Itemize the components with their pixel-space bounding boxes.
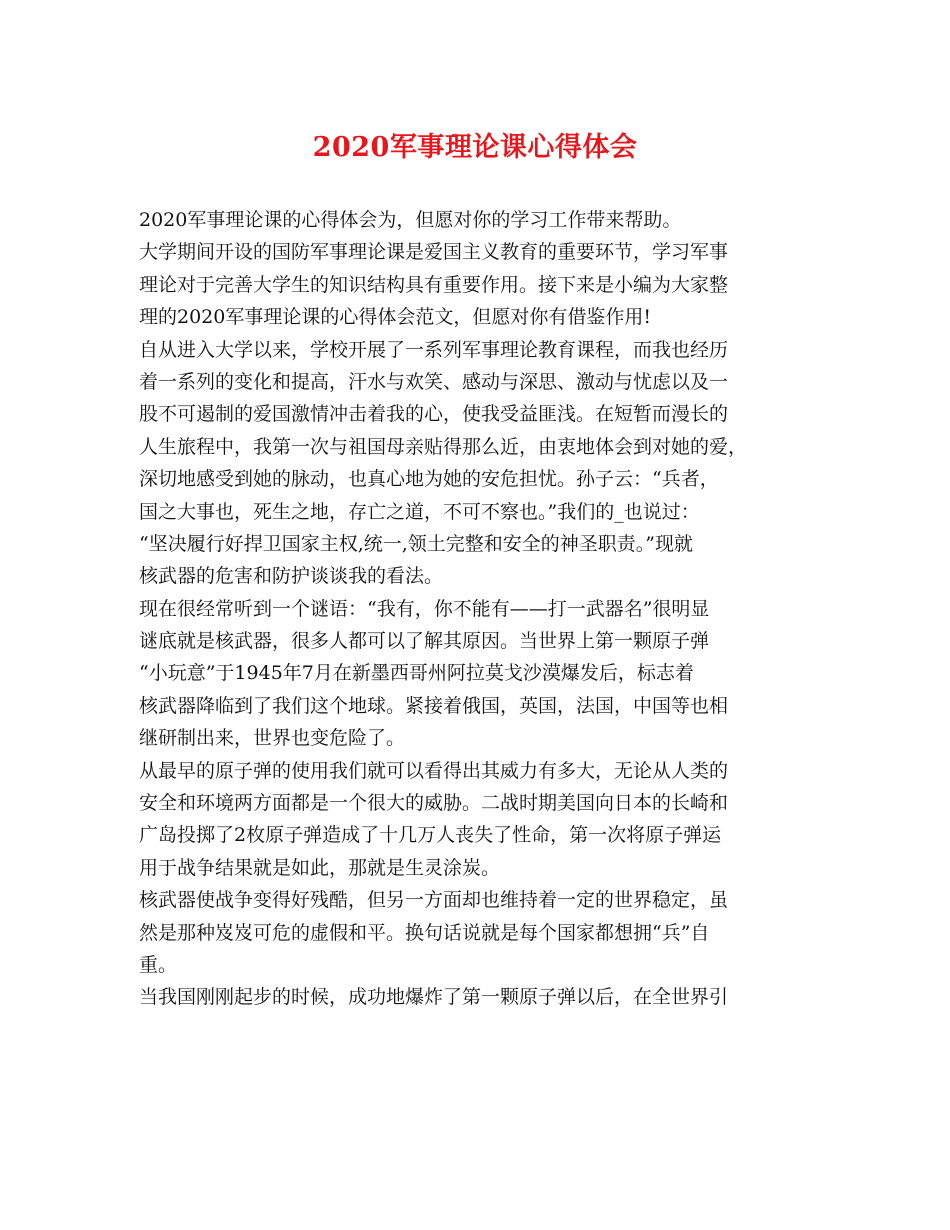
text-line: 核武器降临到了我们这个地球。紧接着俄国，英国，法国，中国等也相: [139, 694, 729, 717]
text-line: 然是那种岌岌可危的虚假和平。换句话说就是每个国家都想拥“兵”自: [139, 921, 710, 944]
text-line: 理的2020军事理论课的心得体会范文，但愿对你有借鉴作用!: [139, 306, 651, 329]
text-line: 广岛投掷了2枚原子弹造成了十几万人丧失了性命，第一次将原子弹运: [139, 824, 722, 847]
text-line: 谜底就是核武器，很多人都可以了解其原因。当世界上第一颗原子弹: [139, 630, 710, 653]
text-line: 2020军事理论课的心得体会为，但愿对你的学习工作带来帮助。: [139, 209, 682, 231]
text-line: 从最早的原子弹的使用我们就可以看得出其威力有多大，无论从人类的: [139, 759, 729, 782]
text-line: 重。: [139, 953, 178, 976]
text-line: 继研制出来，世界也变危险了。: [139, 727, 406, 750]
document-body: [139, 204, 815, 1014]
text-line: 当我国刚刚起步的时候，成功地爆炸了第一颗原子弹以后，在全世界引: [139, 986, 729, 1009]
text-line: 核武器使战争变得好残酷，但另一方面却也维持着一定的世界稳定，虽: [139, 889, 729, 912]
text-line: 股不可遏制的爱国激情冲击着我的心，使我受益匪浅。在短暂而漫长的: [139, 403, 729, 426]
text-line: “小玩意”于1945年7月在新墨西哥州阿拉莫戈沙漠爆发后，标志着: [139, 662, 694, 685]
text-line: 自从进入大学以来，学校开展了一系列军事理论教育课程，而我也经历: [139, 338, 729, 361]
text-line: “坚决履行好捍卫国家主权,统一,领土完整和安全的神圣职责。”现就: [139, 532, 694, 555]
document-title: 2020军事理论课心得体会: [312, 132, 638, 163]
text-line: 现在很经常听到一个谜语：“我有，你不能有——打一武器名”很明显: [139, 597, 710, 620]
text-line: 深切地感受到她的脉动，也真心地为她的安危担忧。孙子云：“兵者，: [139, 468, 719, 491]
text-line: 用于战争结果就是如此，那就是生灵涂炭。: [139, 856, 501, 879]
text-line: 人生旅程中，我第一次与祖国母亲贴得那么近，由衷地体会到对她的爱，: [139, 435, 748, 458]
text-line: 着一系列的变化和提高，汗水与欢笑、感动与深思、激动与忧虑以及一: [139, 370, 729, 393]
text-line: 国之大事也，死生之地，存亡之道，不可不察也。”我们的_也说过：: [139, 500, 700, 523]
text-line: 理论对于完善大学生的知识结构具有重要作用。接下来是小编为大家整: [139, 273, 729, 296]
text-line: 安全和环境两方面都是一个很大的威胁。二战时期美国向日本的长崎和: [139, 792, 729, 815]
text-line: 大学期间开设的国防军事理论课是爱国主义教育的重要环节，学习军事: [139, 241, 729, 264]
text-line: 核武器的危害和防护谈谈我的看法。: [139, 565, 444, 588]
